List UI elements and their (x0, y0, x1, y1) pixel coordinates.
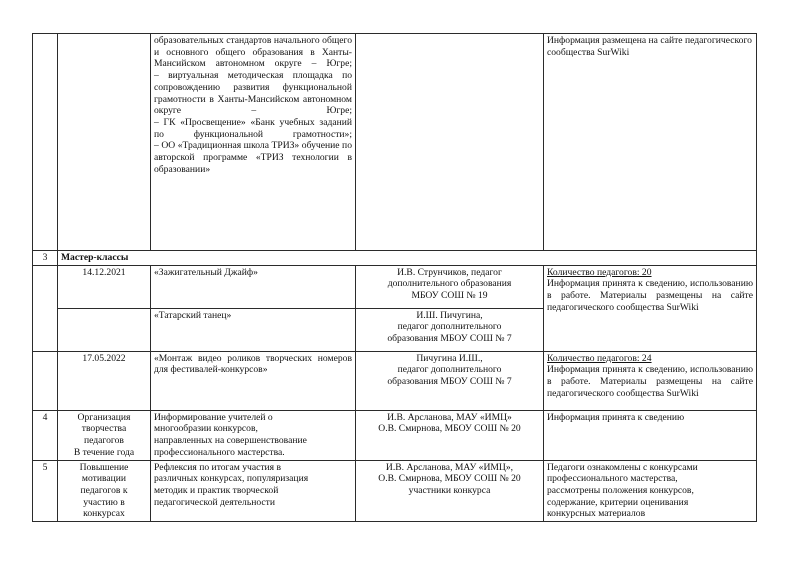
cell-responsible (356, 265, 544, 308)
table-row-section-header (33, 251, 757, 266)
table-row (33, 460, 757, 522)
cell-date: 14.12.2021 (58, 265, 151, 308)
cell-direction (58, 410, 151, 460)
result-line-3: рассмотрены положения конкурсов, (547, 484, 694, 496)
cell-result (544, 265, 757, 351)
cell-content: «Зажигательный Джайф» (151, 265, 356, 308)
content-line-2: многообразии конкурсов, (154, 423, 258, 435)
responsible-line-2: О.В. Смирнова, МБОУ СОШ № 20 (378, 473, 521, 485)
direction-line-4: В течение года (73, 446, 135, 458)
cell-responsible (356, 460, 544, 522)
responsible-line-1: И.В. Арсланова, МАУ «ИМЦ» (387, 411, 512, 423)
table-row (33, 410, 757, 460)
responsible-line-1: И.В. Арсланова, МАУ «ИМЦ», (385, 461, 514, 473)
responsible-line-2: педагог дополнительного (397, 364, 502, 376)
result-line-1: Педагоги ознакомлены с конкурсами (547, 461, 698, 473)
cell-section-title: Мастер-классы (58, 251, 757, 266)
content-line-1: Информирование учителей о (154, 411, 273, 423)
direction-line-4: участию в (83, 496, 125, 508)
activity-plan-table (32, 33, 757, 522)
cell-result (544, 460, 757, 522)
content-line-3: методик и практик творческой (154, 484, 279, 496)
cell-content (151, 460, 356, 522)
cell-result (544, 351, 757, 410)
responsible-line-3: образования МБОУ СОШ № 7 (387, 376, 512, 388)
direction-line-2: творчества (81, 423, 127, 435)
cell-content: «Монтаж видео роликов творческих номеров для фестивалей-конкурсов» (151, 351, 356, 410)
result-line-5: конкурсных материалов (547, 508, 646, 520)
result-body: Информация принята к сведению, использованию в работе. Материалы размещены на сайте педагогического сообщества SurWiki (547, 364, 753, 399)
cell-direction (58, 34, 151, 251)
result-line-4: содержание, критерии оценивания (547, 496, 689, 508)
content-paragraph-2: – виртуальная методическая площадка по сопровождению развития функциональной грамотности в Ханты-Мансийском автономном округе – Югре; (154, 70, 352, 117)
cell-content: «Татарский танец» (151, 308, 356, 351)
responsible-line-2: О.В. Смирнова, МБОУ СОШ № 20 (378, 423, 521, 435)
cell-number (33, 265, 58, 351)
direction-line-3: педагогов к (80, 484, 128, 496)
cell-result: Информация размещена на сайте педагогического сообщества SurWiki (544, 34, 757, 251)
direction-line-2: мотивации (81, 473, 127, 485)
cell-date (58, 308, 151, 351)
cell-responsible (356, 351, 544, 410)
direction-line-5: конкурсах (83, 508, 125, 520)
responsible-line-1: И.Ш. Пичугина, (416, 309, 483, 321)
cell-number: 5 (33, 460, 58, 522)
cell-number (33, 34, 58, 251)
cell-result: Информация принята к сведению (544, 410, 757, 460)
cell-responsible (356, 34, 544, 251)
cell-responsible (356, 410, 544, 460)
cell-number: 4 (33, 410, 58, 460)
content-line-2: различных конкурсах, популяризация (154, 473, 309, 485)
result-line-2: профессионального мастерства, (547, 473, 678, 485)
responsible-line-3: участники конкурса (408, 484, 491, 496)
cell-direction (58, 460, 151, 522)
content-line-4: педагогической деятельности (154, 496, 275, 508)
content-line-1: Рефлексия по итогам участия в (154, 461, 282, 473)
direction-line-3: педагогов (84, 435, 124, 447)
cell-number: 3 (33, 251, 58, 266)
content-paragraph-4: – ОО «Традиционная школа ТРИЗ» обучение по авторской программе «ТРИЗ технологии в образовании» (154, 140, 352, 175)
result-body: Информация принята к сведению, использованию в работе. Материалы размещены на сайте педагогического сообщества SurWiki (547, 278, 753, 313)
content-line-3: направленных на совершенствование (154, 435, 307, 447)
responsible-line-3: образования МБОУ СОШ № 7 (387, 333, 512, 345)
table-row (33, 351, 757, 410)
result-heading: Количество педагогов: 24 (547, 352, 652, 364)
table-row (33, 265, 757, 308)
responsible-line-2: дополнительного образования (387, 278, 512, 290)
result-heading: Количество педагогов: 20 (547, 266, 652, 278)
cell-date: 17.05.2022 (58, 351, 151, 410)
content-line-4: профессионального мастерства. (154, 446, 285, 458)
content-paragraph-1: образовательных стандартов начального общего и основного общего образования в Ханты-Мансийском автономном округе – Югре; (154, 35, 352, 70)
content-paragraph-3: – ГК «Просвещение» «Банк учебных заданий по функциональной грамотности»; (154, 116, 352, 140)
cell-number (33, 351, 58, 410)
responsible-line-2: педагог дополнительного (397, 321, 502, 333)
table-row (33, 34, 757, 251)
cell-content (151, 34, 356, 251)
cell-content (151, 410, 356, 460)
cell-responsible (356, 308, 544, 351)
direction-line-1: Повышение (79, 461, 129, 473)
responsible-line-1: Пичугина И.Ш., (416, 352, 483, 364)
responsible-line-3: МБОУ СОШ № 19 (411, 290, 488, 302)
responsible-line-1: И.В. Струнчиков, педагог (397, 266, 502, 278)
direction-line-1: Организация (77, 411, 131, 423)
